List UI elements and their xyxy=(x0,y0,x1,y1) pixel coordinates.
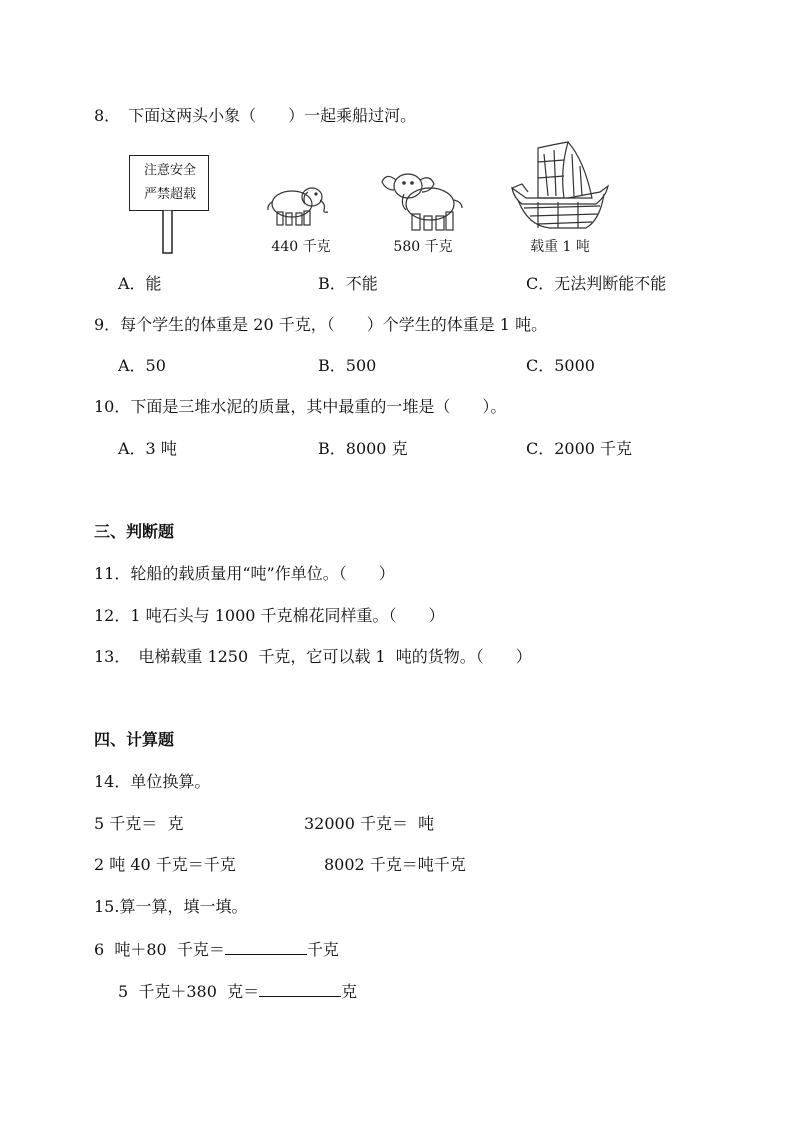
q12-text: 12．1 吨石头与 1000 千克棉花同样重。（ ） xyxy=(94,606,445,625)
q15-row1 xyxy=(94,938,339,960)
section4-title: 四、计算题 xyxy=(94,730,175,749)
q10-option-c[interactable]: C．2000 千克 xyxy=(526,439,633,458)
q9-stem: 9．每个学生的体重是 20 千克，（ ）个学生的体重是 1 吨。 xyxy=(94,315,548,334)
sign-line-2: 严禁超载 xyxy=(143,187,196,202)
q14-row1-right: 32000 千克＝ 吨 xyxy=(304,814,435,833)
sailboat-icon xyxy=(508,140,612,236)
q9-option-c[interactable]: C．5000 xyxy=(526,356,595,375)
elephant-icon xyxy=(378,168,468,234)
q14-row2-right: 8002 千克＝吨千克 xyxy=(324,855,466,874)
q15-row1-prefix: 6 吨＋80 千克＝ xyxy=(94,940,225,959)
q8-option-a[interactable]: A．能 xyxy=(118,274,162,293)
sign-post xyxy=(160,210,176,254)
q11-text: 11．轮船的载质量用“吨”作单位。（ ） xyxy=(94,564,395,583)
q10-option-a[interactable]: A．3 吨 xyxy=(118,439,177,458)
elephant1-weight: 440 千克 xyxy=(271,239,331,255)
q14-stem: 14．单位换算。 xyxy=(94,772,211,791)
sign-line-1: 注意安全 xyxy=(143,163,196,178)
q15-stem: 15.算一算，填一填。 xyxy=(94,897,248,916)
q8-option-b[interactable]: B．不能 xyxy=(318,274,378,293)
elephant2-weight: 580 千克 xyxy=(393,239,453,255)
q15-row2-prefix: 5 千克＋380 克＝ xyxy=(118,982,260,1001)
q15-row1-blank[interactable] xyxy=(225,938,307,955)
q15-row2-suffix: 克 xyxy=(341,982,358,1001)
q9-option-b[interactable]: B．500 xyxy=(318,356,377,375)
elephant-icon xyxy=(264,180,334,230)
q13-text: 13． 电梯载重 1250 千克，它可以载 1 吨的货物。（ ） xyxy=(94,647,532,666)
section3-title: 三、判断题 xyxy=(94,522,175,541)
q14-row1-left: 5 千克＝ 克 xyxy=(94,814,184,833)
q8-stem: 8． 下面这两头小象（ ）一起乘船过河。 xyxy=(94,106,417,125)
q10-stem: 10．下面是三堆水泥的质量，其中最重的一堆是（ ）。 xyxy=(94,397,507,416)
q8-option-c[interactable]: C．无法判断能不能 xyxy=(526,274,667,293)
q9-option-a[interactable]: A．50 xyxy=(118,356,166,375)
q15-row2-blank[interactable] xyxy=(259,980,341,997)
sign-board xyxy=(129,155,209,211)
boat-capacity: 载重 1 吨 xyxy=(530,239,590,255)
q14-row2-left: 2 吨 40 千克＝千克 xyxy=(94,855,236,874)
q10-option-b[interactable]: B．8000 克 xyxy=(318,439,408,458)
q15-row2 xyxy=(118,980,357,1002)
q15-row1-suffix: 千克 xyxy=(306,940,339,959)
